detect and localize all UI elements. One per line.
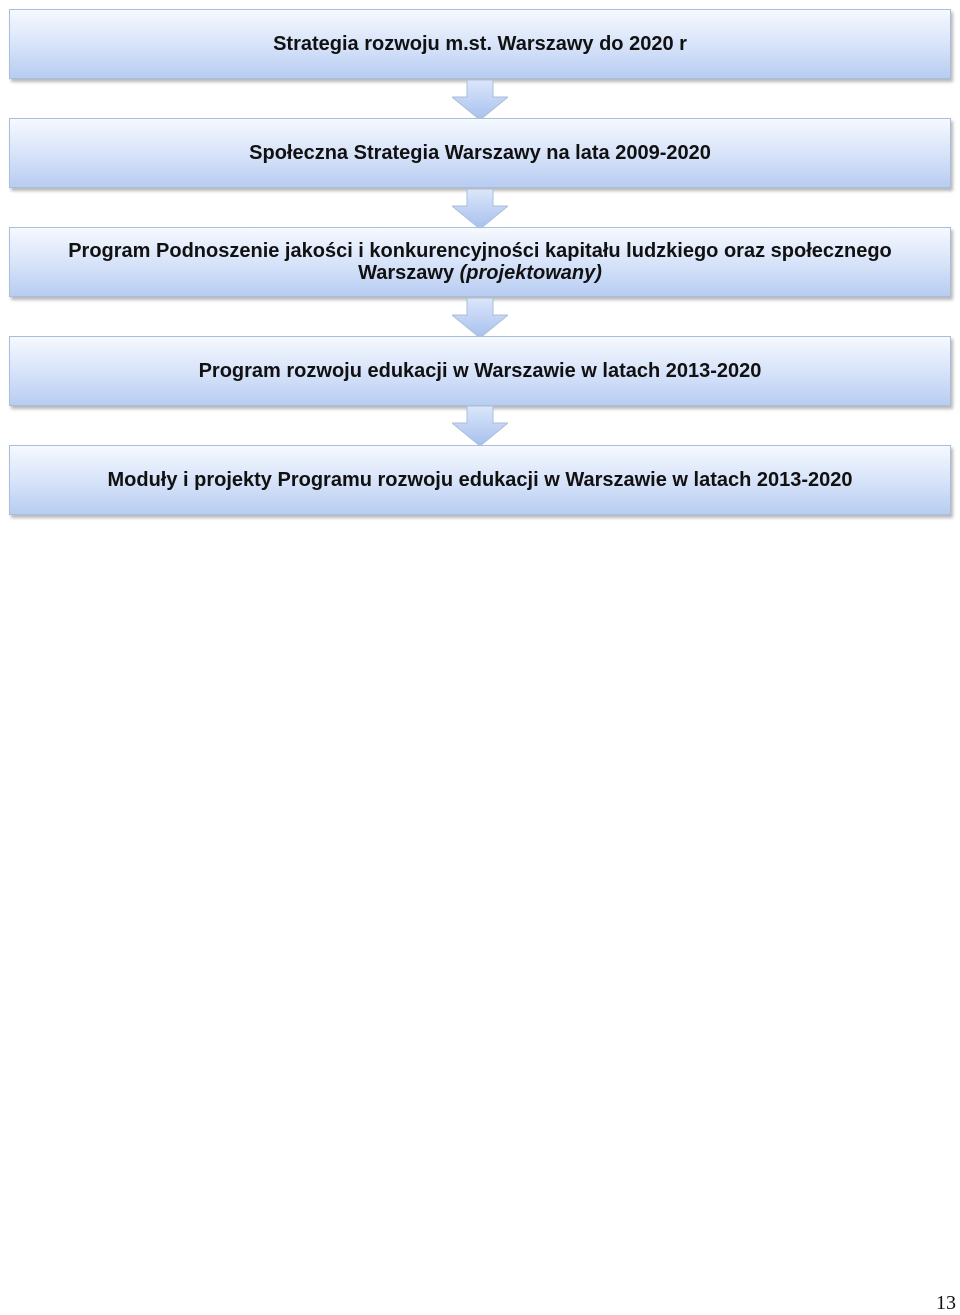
step-box-5: [9, 445, 951, 515]
flowchart: [0, 0, 960, 540]
step-label-5: Moduły i projekty Programu rozwoju edukacji w Warszawie w latach 2013-2020: [107, 469, 853, 491]
step-label-2: Społeczna Strategia Warszawy na lata 2009-2020: [249, 142, 711, 164]
page-number: 13: [936, 1292, 956, 1314]
step-label-1: Strategia rozwoju m.st. Warszawy do 2020 r: [273, 33, 687, 55]
step-label-3: [24, 240, 936, 284]
step-box-4: [9, 336, 951, 406]
step-box-2: [9, 118, 951, 188]
step-box-1: [9, 9, 951, 79]
step-label-4: Program rozwoju edukacji w Warszawie w latach 2013-2020: [198, 360, 762, 382]
step-label-3-suffix: (projektowany): [459, 262, 602, 284]
step-label-3-main: Program Podnoszenie jakości i konkurencyjności kapitału ludzkiego oraz społecznego Warszawy: [68, 240, 892, 284]
step-box-3: [9, 227, 951, 297]
down-arrow-icon: [452, 406, 508, 450]
